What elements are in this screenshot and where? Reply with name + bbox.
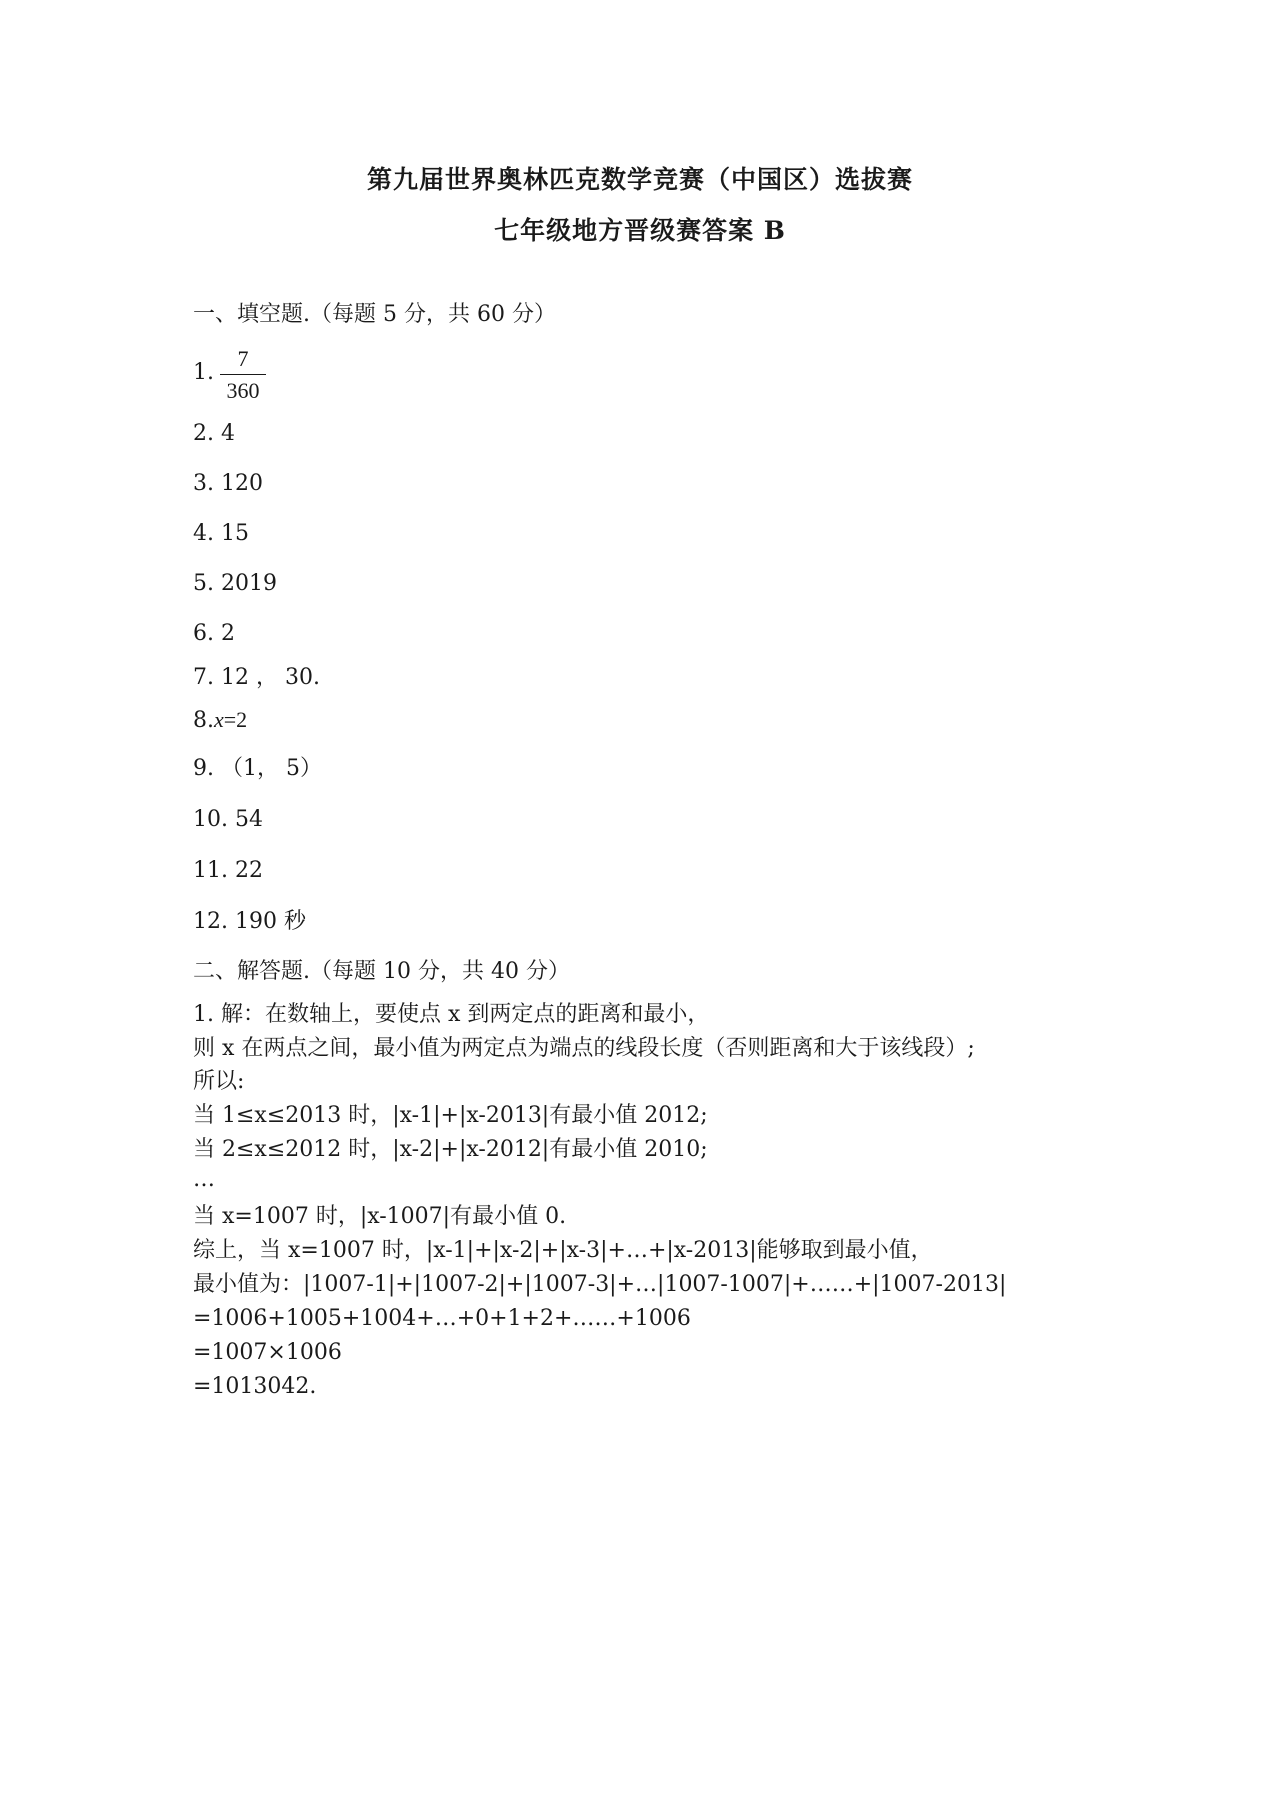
answer-item: 12. 190 秒 [193, 909, 306, 934]
fraction-bar [220, 374, 266, 375]
solution-line: 所以: [193, 1069, 245, 1094]
document-title: 第九届世界奥林匹克数学竞赛（中国区）选拔赛 [366, 165, 913, 194]
q8-label: 8. [193, 708, 214, 733]
solution-line: =1006+1005+1004+…+0+1+2+……+1006 [193, 1306, 691, 1331]
section1-heading: 一、填空题.（每题 5 分，共 60 分） [193, 302, 556, 327]
q8-value: =2 [223, 707, 248, 732]
solution-line: 综上，当 x=1007 时，|x-1|+|x-2|+|x-3|+…+|x-2013|能够取到最小值， [193, 1238, 933, 1263]
answer-item: 4. 15 [193, 521, 249, 546]
answer-item-q8 [193, 706, 247, 735]
document-subtitle: 七年级地方晋级赛答案 B [494, 216, 786, 245]
solution-line: 则 x 在两点之间，最小值为两定点为端点的线段长度（否则距离和大于该线段）; [193, 1036, 975, 1061]
solution-line: 当 2≤x≤2012 时，|x-2|+|x-2012|有最小值 2010; [193, 1137, 708, 1162]
answer-item: 7. 12 ， 30. [193, 665, 320, 690]
answer-item: 2. 4 [193, 421, 235, 446]
answer-item: 3. 120 [193, 471, 263, 496]
q8-variable: x [214, 707, 224, 732]
answer-item: 6. 2 [193, 621, 235, 646]
solution-line: =1007×1006 [193, 1340, 342, 1365]
answer-item: 9. （1， 5） [193, 756, 322, 781]
q1-numerator: 7 [237, 346, 249, 371]
solution-line: 当 1≤x≤2013 时，|x-1|+|x-2013|有最小值 2012; [193, 1103, 708, 1128]
solution-line: … [193, 1167, 215, 1192]
answer-item: 10. 54 [193, 807, 263, 832]
answer-item: 5. 2019 [193, 571, 277, 596]
solution-line: 最小值为：|1007-1|+|1007-2|+|1007-3|+…|1007-1007|+……+|1007-2013| [193, 1272, 1007, 1297]
solution-line: 1. 解：在数轴上，要使点 x 到两定点的距离和最小， [193, 1002, 710, 1027]
q1-denominator: 360 [226, 378, 260, 403]
solution-line: =1013042. [193, 1374, 317, 1399]
solution-line: 当 x=1007 时，|x-1007|有最小值 0. [193, 1204, 567, 1229]
answer-item: 11. 22 [193, 858, 263, 883]
section2-heading: 二、解答题.（每题 10 分，共 40 分） [193, 959, 570, 984]
q1-label: 1. [193, 360, 214, 385]
